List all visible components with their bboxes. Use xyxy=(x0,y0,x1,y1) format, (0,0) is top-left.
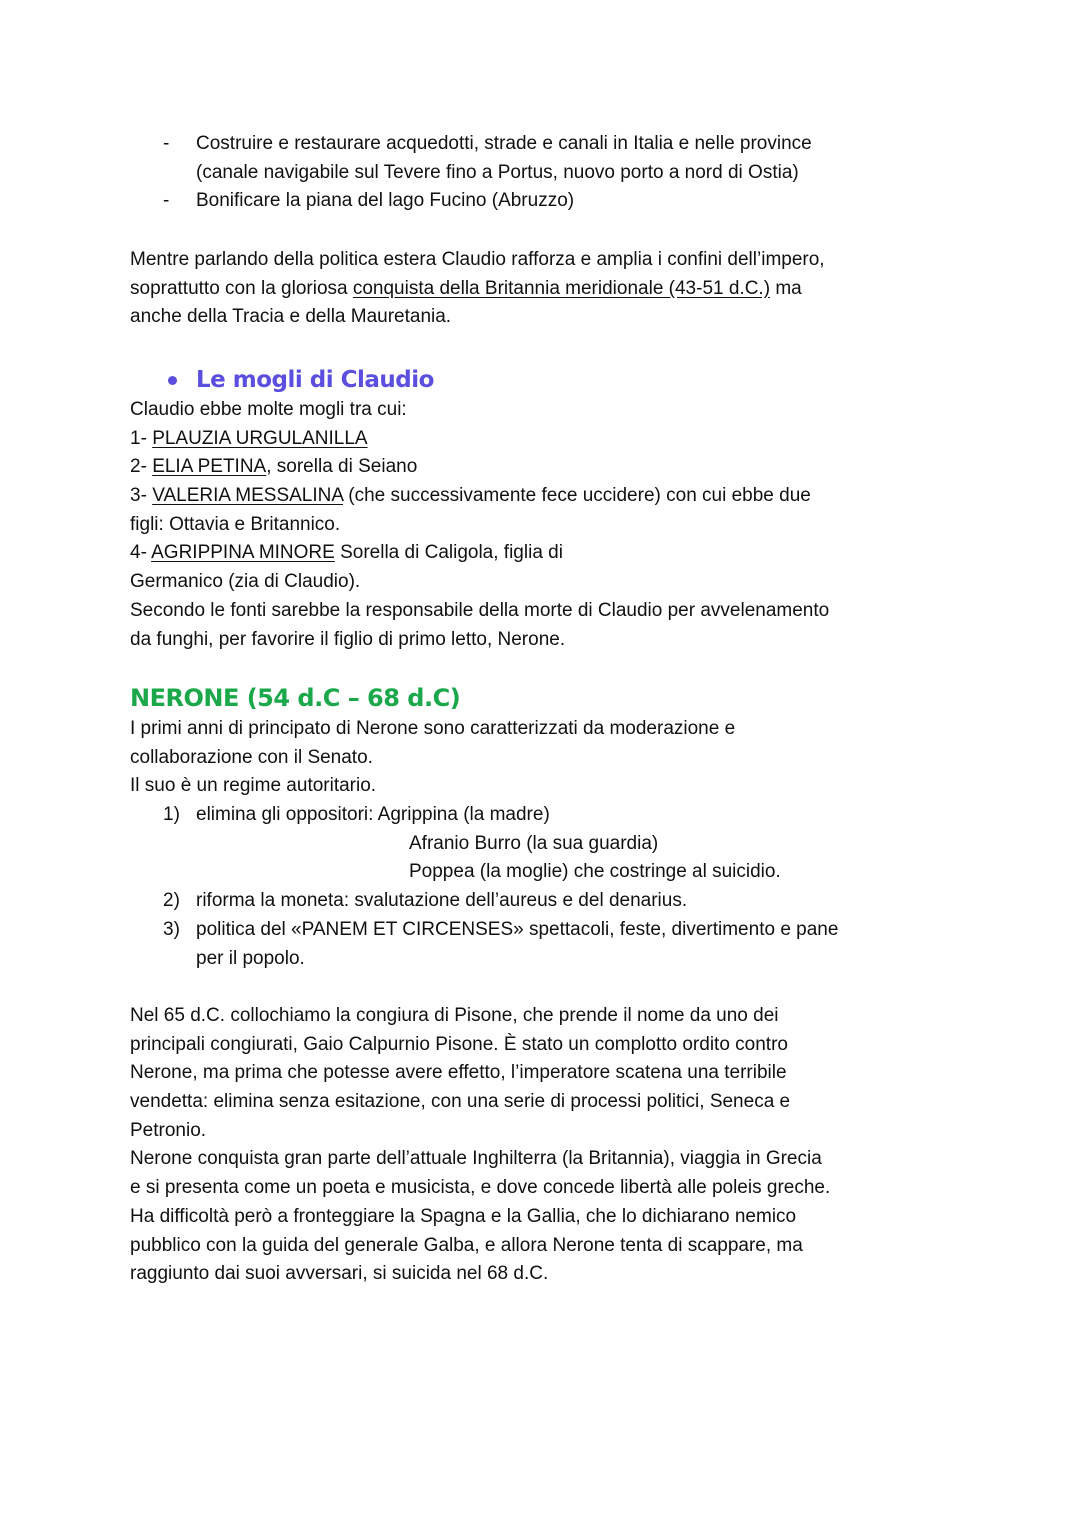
text-line: Nerone, ma prima che potesse avere effetto, l’imperatore scatena una terribile xyxy=(130,1062,787,1084)
section-heading: Le mogli di Claudio xyxy=(196,367,434,393)
text-line: anche della Tracia e della Mauretania. xyxy=(130,306,452,328)
underlined-text: conquista della Britannia meridionale (43-51 d.C.) xyxy=(352,277,771,299)
text-line: collaborazione con il Senato. xyxy=(130,746,373,768)
number: 2- xyxy=(130,456,153,478)
wife-name: VALERIA MESSALINA xyxy=(152,485,343,507)
list-number: 1) xyxy=(163,804,180,826)
nerone-section xyxy=(130,682,960,973)
wife-name: AGRIPPINA MINORE xyxy=(151,542,335,564)
text-line: raggiunto dai suoi avversari, si suicida nel 68 d.C. xyxy=(130,1263,549,1285)
text-line: vendetta: elimina senza esitazione, con una serie di processi politici, Seneca e xyxy=(130,1091,791,1113)
list-number: 3) xyxy=(163,918,180,940)
text-line: Il suo è un regime autoritario. xyxy=(130,775,377,797)
number: 4- xyxy=(130,542,152,564)
bullet-icon xyxy=(168,376,177,385)
dash-marker: - xyxy=(163,133,170,154)
text-line: figli: Ottavia e Britannico. xyxy=(130,513,341,535)
text: (che successivamente fece uccidere) con cui ebbe due xyxy=(342,485,811,507)
list-item xyxy=(130,916,960,973)
text-line: Afranio Burro (la sua guardia) xyxy=(409,832,659,854)
text-line: riforma la moneta: svalutazione dell’aureus e del denarius. xyxy=(196,890,688,912)
text-line: elimina gli oppositori: Agrippina (la madre) xyxy=(196,804,550,826)
list-number: 2) xyxy=(163,890,180,912)
list-item xyxy=(130,130,960,187)
text-line: Poppea (la moglie) che costringe al suicidio. xyxy=(409,861,781,883)
text-line: Secondo le fonti sarebbe la responsabile della morte di Claudio per avvelenamento xyxy=(130,599,830,621)
text-line: Mentre parlando della politica estera Claudio rafforza e amplia i confini dell’impero, xyxy=(130,249,825,270)
text-line: da funghi, per favorire il figlio di primo letto, Nerone. xyxy=(130,628,566,650)
text-line: Claudio ebbe molte mogli tra cui: xyxy=(130,399,407,420)
list-item xyxy=(130,887,960,916)
text-line: Nerone conquista gran parte dell’attuale Inghilterra (la Britannia), viaggia in Grecia xyxy=(130,1148,822,1170)
claudio-works-list xyxy=(130,130,960,216)
list-item xyxy=(130,801,960,887)
text-line: principali congiurati, Gaio Calpurnio Pisone. È stato un complotto ordito contro xyxy=(130,1033,788,1055)
wife-name: ELIA PETINA xyxy=(152,456,267,478)
text-line: pubblico con la guida del generale Galba, e allora Nerone tenta di scappare, ma xyxy=(130,1234,803,1256)
list-item xyxy=(130,187,960,216)
number: 1- xyxy=(130,427,153,449)
dash-marker: - xyxy=(163,190,170,212)
text: soprattutto con la gloriosa xyxy=(130,277,353,299)
text-line: politica del «PANEM ET CIRCENSES» spettacoli, feste, divertimento e pane xyxy=(196,918,839,940)
text-line: (canale navigabile sul Tevere fino a Portus, nuovo porto a nord di Ostia) xyxy=(196,161,799,183)
foreign-policy-paragraph xyxy=(130,246,960,332)
wives-section xyxy=(130,364,960,654)
text-line: I primi anni di principato di Nerone sono caratterizzati da moderazione e xyxy=(130,718,736,739)
section-heading: NERONE (54 d.C – 68 d.C) xyxy=(130,684,461,712)
text: Sorella di Caligola, figlia di xyxy=(334,542,563,564)
text-line: Petronio. xyxy=(130,1119,207,1141)
text-line: Nel 65 d.C. collochiamo la congiura di Pisone, che prende il nome da uno dei xyxy=(130,1005,779,1026)
conspiracy-paragraph xyxy=(130,1002,960,1289)
text: , sorella di Seiano xyxy=(266,456,418,478)
text-line: Ha difficoltà però a fronteggiare la Spagna e la Gallia, che lo dichiarano nemico xyxy=(130,1205,797,1227)
number: 3- xyxy=(130,485,153,507)
text-line: e si presenta come un poeta e musicista, e dove concede libertà alle poleis greche. xyxy=(130,1177,831,1199)
text-line: Bonificare la piana del lago Fucino (Abruzzo) xyxy=(196,190,575,212)
text-line: Costruire e restaurare acquedotti, strade e canali in Italia e nelle province xyxy=(196,133,812,154)
text: ma xyxy=(770,277,802,299)
wife-name: PLAUZIA URGULANILLA xyxy=(152,427,368,449)
text-line: Germanico (zia di Claudio). xyxy=(130,571,361,593)
text-line: per il popolo. xyxy=(196,947,305,969)
